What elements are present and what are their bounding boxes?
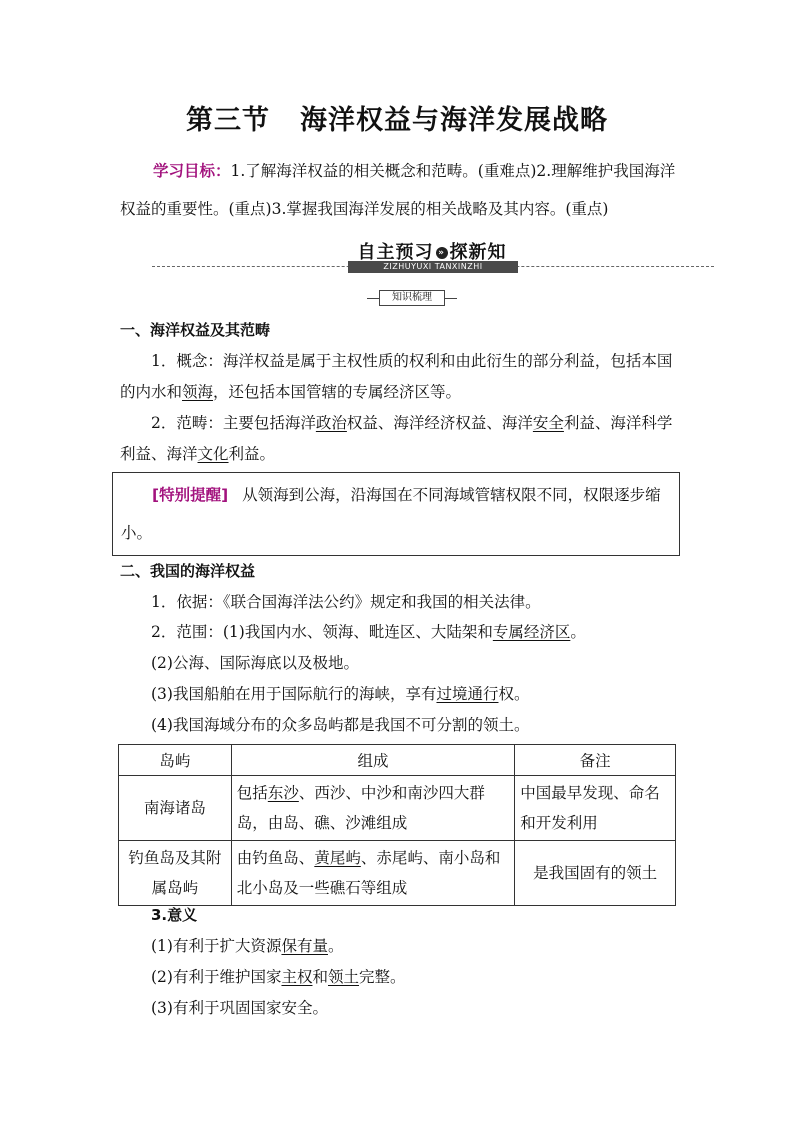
special-reminder-box xyxy=(112,472,680,556)
basis-line: 1．依据：《联合国海洋法公约》规定和我国的相关法律。 xyxy=(151,593,541,611)
island-composition: 由钓鱼岛、黄尾屿、赤尾屿、南小岛和北小岛及一些礁石等组成 xyxy=(231,841,514,906)
column-header: 岛屿 xyxy=(119,745,232,776)
banner-title: 自主预习 » 探新知 xyxy=(357,242,507,263)
underlined-term: 领土 xyxy=(328,968,360,986)
table-header-row xyxy=(119,745,676,776)
significance-item-3: (3)有利于巩固国家安全。 xyxy=(151,999,328,1017)
underlined-term: 过境通行 xyxy=(436,685,499,703)
underlined-term: 东沙 xyxy=(267,784,299,802)
reminder-label: [特别提醒] xyxy=(152,486,229,504)
range-line: 2．范围：(1)我国内水、领海、毗连区、大陆架和专属经济区。 xyxy=(151,623,586,641)
section-number: 第三节 xyxy=(186,105,270,136)
section-title: 海洋权益与海洋发展战略 xyxy=(300,105,608,136)
range-item-3: (3)我国船舶在用于国际航行的海峡，享有过境通行权。 xyxy=(151,685,530,703)
island-composition: 包括东沙、西沙、中沙和南沙四大群岛，由岛、礁、沙滩组成 xyxy=(231,776,514,841)
scope-paragraph: 2．范畴：主要包括海洋政治权益、海洋经济权益、海洋安全利益、海洋科学利益、海洋文化利益。 xyxy=(120,414,673,463)
heading-3: 3.意义 xyxy=(151,906,198,924)
significance-item-2: (2)有利于维护国家主权和领土完整。 xyxy=(151,968,406,986)
arrow-icon: » xyxy=(436,247,448,259)
reminder-text: 从领海到公海，沿海国在不同海域管辖权限不同，权限逐步缩小。 xyxy=(121,486,661,542)
learning-objectives xyxy=(120,152,680,228)
underlined-term: 政治 xyxy=(315,414,347,432)
island-note: 中国最早发现、命名和开发利用 xyxy=(515,776,676,841)
underlined-term: 安全 xyxy=(532,414,564,432)
section-banner xyxy=(152,236,714,276)
table-row xyxy=(119,776,676,841)
island-name: 钓鱼岛及其附属岛屿 xyxy=(119,841,232,906)
underlined-term: 主权 xyxy=(281,968,313,986)
column-header: 组成 xyxy=(231,745,514,776)
underlined-term: 文化 xyxy=(197,445,229,463)
underlined-term: 领海 xyxy=(182,383,214,401)
banner-pinyin: ZIZHUYUXI TANXINZHI xyxy=(348,261,518,273)
page-title xyxy=(0,98,794,137)
islands-table xyxy=(118,744,676,906)
objective-label: 学习目标： xyxy=(153,162,231,180)
knowledge-tag xyxy=(367,290,457,306)
island-note: 是我国固有的领土 xyxy=(515,841,676,906)
island-name: 南海诸岛 xyxy=(119,776,232,841)
range-item-4: (4)我国海域分布的众多岛屿都是我国不可分割的领土。 xyxy=(151,716,530,734)
tag-label: 知识梳理 xyxy=(379,290,445,306)
heading-1: 一、海洋权益及其范畴 xyxy=(120,321,271,339)
column-header: 备注 xyxy=(515,745,676,776)
table-row xyxy=(119,841,676,906)
objective-text: 1.了解海洋权益的相关概念和范畴。(重难点)2.理解维护我国海洋权益的重要性。(重点)3.掌握我国海洋发展的相关战略及其内容。(重点) xyxy=(120,162,676,218)
underlined-term: 保有量 xyxy=(281,937,328,955)
significance-item-1: (1)有利于扩大资源保有量。 xyxy=(151,937,344,955)
underlined-term: 专属经济区 xyxy=(492,623,571,641)
range-item-2: (2)公海、国际海底以及极地。 xyxy=(151,654,359,672)
concept-paragraph: 1．概念：海洋权益是属于主权性质的权利和由此衍生的部分利益，包括本国的内水和领海，还包括本国管辖的专属经济区等。 xyxy=(120,352,673,401)
underlined-term: 黄尾屿 xyxy=(314,849,361,867)
heading-2: 二、我国的海洋权益 xyxy=(120,562,256,580)
